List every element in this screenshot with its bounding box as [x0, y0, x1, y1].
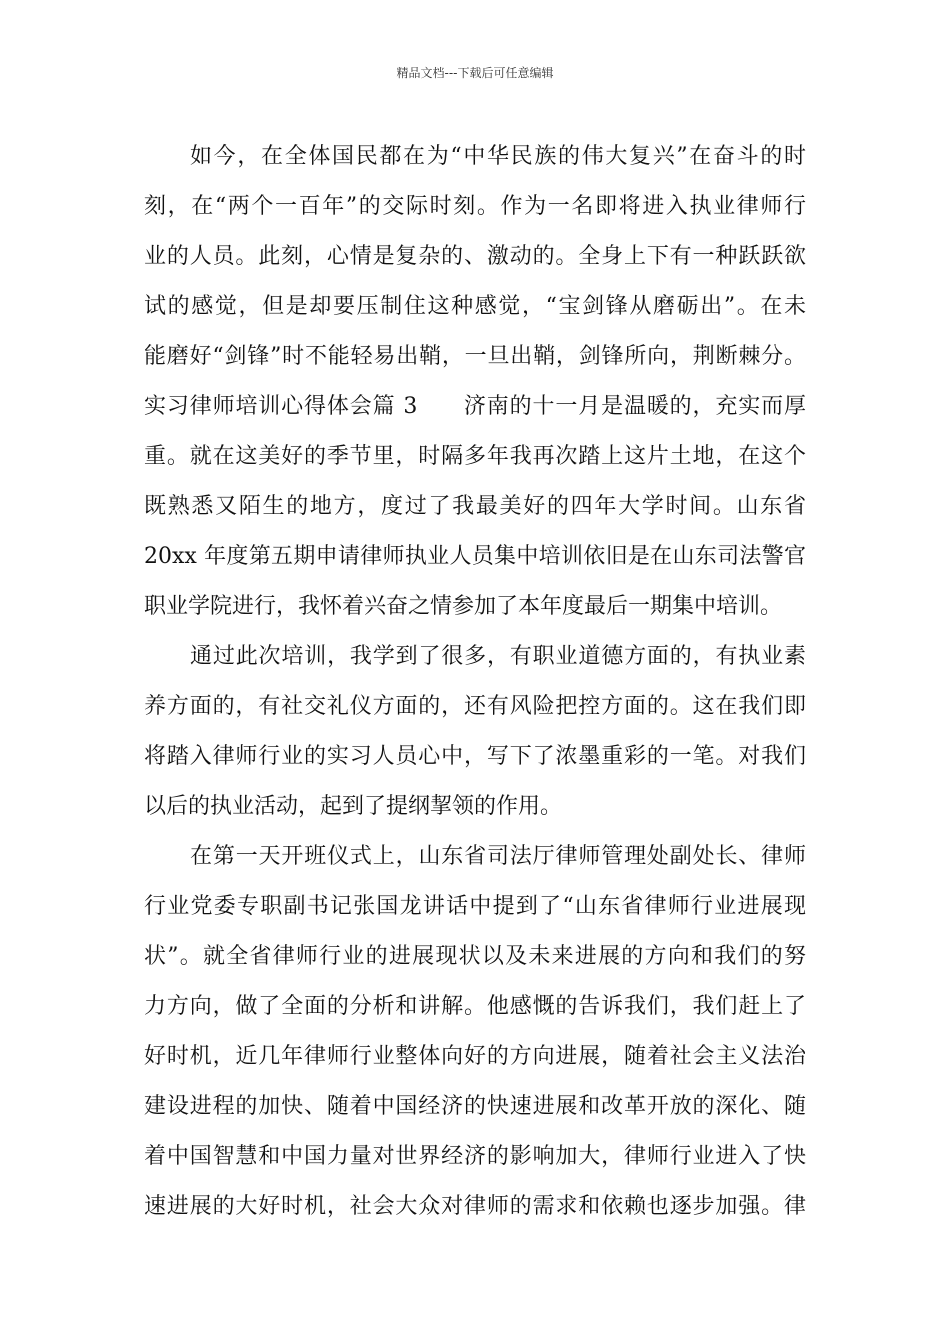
text-line-1: 如今，在全体国民都在为“中华民族的伟大复兴”在奋斗的时	[190, 144, 806, 169]
text-line-9: 20xx 年度第五期申请律师执业人员集中培训依旧是在山东司法警官	[144, 544, 806, 569]
text-line-15: 在第一天开班仪式上，山东省司法厅律师管理处副处长、律师	[190, 844, 806, 869]
text-line-21: 着中国智慧和中国力量对世界经济的影响加大，律师行业进入了快	[144, 1144, 806, 1169]
text-line-12: 养方面的，有社交礼仪方面的，还有风险把控方面的。这在我们即	[144, 694, 806, 719]
text-line-16: 行业党委专职副书记张国龙讲话中提到了“山东省律师行业进展现	[144, 894, 806, 919]
text-line-6: 实习律师培训心得体会篇 3 济南的十一月是温暖的，充实而厚	[144, 394, 806, 419]
text-line-19: 好时机，近几年律师行业整体向好的方向进展，随着社会主义法治	[144, 1044, 806, 1069]
text-line-5: 能磨好“剑锋”时不能轻易出鞘，一旦出鞘，剑锋所向，荆断棘分。	[144, 344, 806, 369]
text-line-7: 重。就在这美好的季节里，时隔多年我再次踏上这片土地，在这个	[144, 444, 806, 469]
text-line-20: 建设进程的加快、随着中国经济的快速进展和改革开放的深化、随	[144, 1094, 806, 1119]
text-line-14: 以后的执业活动，起到了提纲挈领的作用。	[144, 794, 563, 819]
text-line-18: 力方向，做了全面的分析和讲解。他感慨的告诉我们，我们赶上了	[144, 994, 806, 1019]
text-line-4: 试的感觉，但是却要压制住这种感觉，“宝剑锋从磨砺出”。在未	[144, 294, 806, 319]
text-line-11: 通过此次培训，我学到了很多，有职业道德方面的，有执业素	[190, 644, 806, 669]
text-line-22: 速进展的大好时机，社会大众对律师的需求和依赖也逐步加强。律	[144, 1194, 806, 1219]
text-line-17: 状”。就全省律师行业的进展现状以及未来进展的方向和我们的努	[144, 944, 806, 969]
page-header: 精品文档---下载后可任意编辑	[396, 66, 554, 80]
text-line-10: 职业学院进行，我怀着兴奋之情参加了本年度最后一期集中培训。	[144, 594, 783, 619]
text-line-13: 将踏入律师行业的实习人员心中，写下了浓墨重彩的一笔。对我们	[144, 744, 806, 769]
text-line-2: 刻，在“两个一百年”的交际时刻。作为一名即将进入执业律师行	[144, 194, 806, 219]
text-line-3: 业的人员。此刻，心情是复杂的、激动的。全身上下有一种跃跃欲	[144, 244, 806, 269]
text-line-8: 既熟悉又陌生的地方，度过了我最美好的四年大学时间。山东省	[144, 494, 806, 519]
document-body	[144, 132, 806, 1232]
